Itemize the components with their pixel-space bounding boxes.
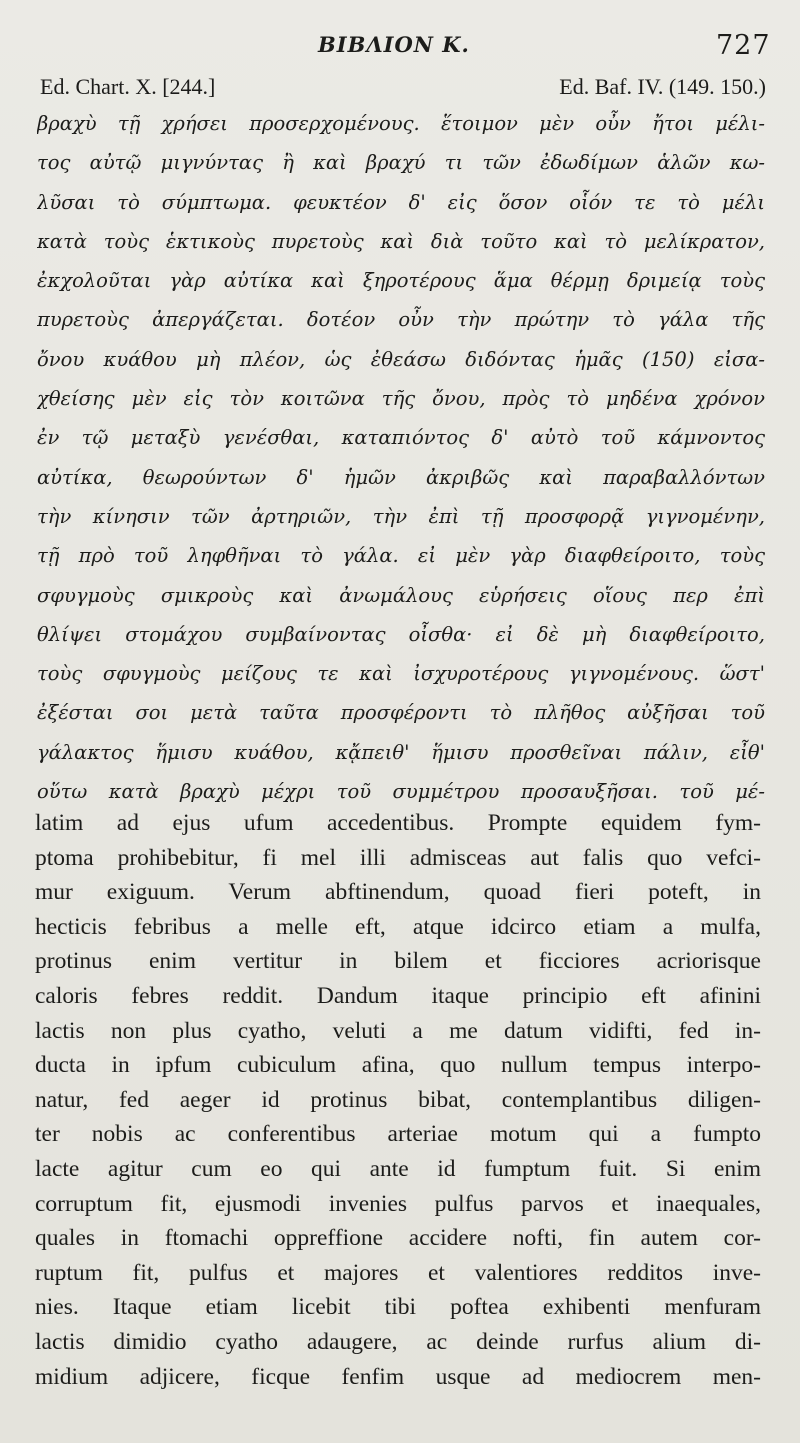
greek-line: λῦσαι τὸ σύμπτωμα. φευκτέον δ' εἰς ὅσον οἷόν τε τὸ μέλι (37, 190, 765, 214)
latin-line: natur, fed aeger id protinus bibat, contemplantibus diligen- (35, 1086, 761, 1113)
latin-line: lacte agitur cum eo qui ante id fumptum fuit. Si enim (35, 1155, 761, 1182)
greek-line: τος αὐτῷ μιγνύντας ἢ καὶ βραχύ τι τῶν ἐδωδίμων ἁλῶν κω- (37, 151, 765, 175)
latin-text-block (35, 806, 761, 1394)
latin-line: midium adjicere, ficque fenfim usque ad mediocrem men- (35, 1363, 761, 1390)
latin-line: ducta in ipfum cubiculum afina, quo nullum tempus interpo- (35, 1052, 761, 1079)
page-number: 727 (716, 30, 771, 61)
latin-line: hecticis febribus a melle eft, atque idcirco etiam a mulfa, (35, 913, 761, 940)
greek-line: σφυγμοὺς σμικροὺς καὶ ἀνωμάλους εὑρήσεις οἵους περ ἐπὶ (37, 583, 765, 607)
latin-line: quales in ftomachi oppreffione accidere nofti, fin autem cor- (35, 1225, 761, 1252)
greek-line: ἐκχολοῦται γὰρ αὐτίκα καὶ ξηροτέρους ἅμα θέρμῃ δριμείᾳ τοὺς (37, 269, 765, 293)
greek-line: ἐν τῷ μεταξὺ γενέσθαι, καταπιόντος δ' αὐτὸ τοῦ κάμνοντος (37, 426, 765, 450)
greek-line: βραχὺ τῇ χρήσει προσερχομένους. ἕτοιμον μὲν οὖν ἤτοι μέλι- (37, 112, 765, 135)
greek-line: πυρετοὺς ἀπεργάζεται. δοτέον οὖν τὴν πρώτην τὸ γάλα τῆς (37, 308, 765, 332)
latin-line: ter nobis ac conferentibus arteriae motum qui a fumpto (35, 1121, 761, 1148)
greek-line: τῇ πρὸ τοῦ ληφθῆναι τὸ γάλα. εἰ μὲν γὰρ διαφθείροιτο, τοὺς (37, 544, 765, 568)
edition-basel-ref: Ed. Baf. IV. (149. 150.) (559, 74, 766, 99)
greek-line: ἐξέσται σοι μετὰ ταῦτα προσφέροντι τὸ πλῆθος αὐξῆσαι τοῦ (37, 701, 765, 725)
greek-line: γάλακτος ἥμισυ κυάθου, κᾄπειθ' ἥμισυ προσθεῖναι πάλιν, εἶθ' (37, 740, 765, 764)
greek-line: χθείσης μὲν εἰς τὸν κοιτῶνα τῆς ὄνου, πρὸς τὸ μηδένα χρόνον (37, 387, 765, 411)
edition-chartier-ref: Ed. Chart. X. [244.] (40, 74, 216, 99)
greek-line: αὐτίκα, θεωρούντων δ' ἡμῶν ἀκριβῶς καὶ παραβαλλόντων (37, 465, 765, 489)
latin-line: ptoma prohibebitur, fi mel illi admisceas aut falis quo vefci- (35, 844, 761, 871)
book-title: ΒΙΒΛΙΟΝ Κ. (318, 32, 470, 57)
latin-line: latim ad ejus ufum accedentibus. Prompte equidem fym- (35, 810, 761, 836)
latin-line: ruptum fit, pulfus et majores et valentiores redditos inve- (35, 1259, 761, 1286)
latin-line: mur exiguum. Verum abftinendum, quoad fieri poteft, in (35, 879, 761, 906)
greek-text-block (37, 104, 765, 811)
greek-line: οὕτω κατὰ βραχὺ μέχρι τοῦ συμμέτρου προσαυξῆσαι. τοῦ μέ- (37, 780, 765, 804)
edition-references (40, 74, 766, 104)
greek-line: τοὺς σφυγμοὺς μείζους τε καὶ ἰσχυροτέρους γιγνομένους. ὥστ' (37, 662, 765, 686)
latin-line: lactis non plus cyatho, veluti a me datum vidifti, fed in- (35, 1017, 761, 1044)
latin-line: corruptum fit, ejusmodi invenies pulfus parvos et inaequales, (35, 1190, 761, 1217)
latin-line: protinus enim vertitur in bilem et ficciores acriorisque (35, 948, 761, 975)
latin-line: lactis dimidio cyatho adaugere, ac deinde rurfus alium di- (35, 1328, 761, 1355)
greek-line: τὴν κίνησιν τῶν ἀρτηριῶν, τὴν ἐπὶ τῇ προσφορᾷ γιγνομένην, (37, 504, 765, 528)
latin-line: nies. Itaque etiam licebit tibi poftea exhibenti menfuram (35, 1294, 761, 1321)
latin-line: caloris febres reddit. Dandum itaque principio eft afinini (35, 982, 761, 1009)
greek-line: ὄνου κυάθου μὴ πλέον, ὡς ἐθεάσω διδόντας ἡμᾶς (150) εἰσα- (37, 347, 765, 371)
greek-line: κατὰ τοὺς ἑκτικοὺς πυρετοὺς καὶ διὰ τοῦτο καὶ τὸ μελίκρατον, (37, 229, 765, 253)
running-head (0, 30, 800, 64)
greek-line: θλίψει στομάχου συμβαίνοντας οἶσθα· εἰ δὲ μὴ διαφθείροιτο, (37, 622, 765, 646)
